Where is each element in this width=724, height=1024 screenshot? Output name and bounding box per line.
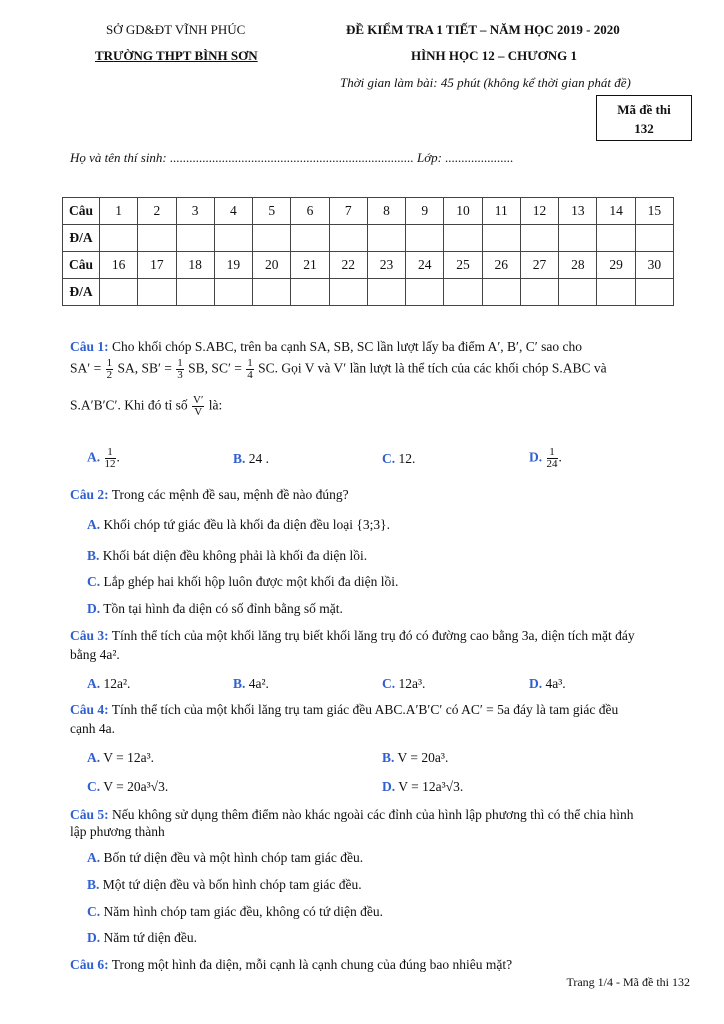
question-5-option-b[interactable]: B. Một tứ diện đều và bốn hình chóp tam giác đều.	[87, 877, 362, 892]
table-cell: 1	[100, 198, 138, 225]
question-3-option-a[interactable]: A. 12a².	[87, 676, 131, 691]
fraction: $\frac{1}{2}$	[106, 357, 113, 381]
answer-table-row-questions-2	[63, 252, 674, 279]
question-1-text-2b: SA, SB′ =	[117, 360, 172, 376]
answer-table-row-questions-1	[63, 198, 674, 225]
question-1-text-2d: SC. Gọi V và V′ lần lượt là thể tích của các khối chóp S.ABC và	[258, 360, 607, 376]
question-1-option-b[interactable]: B. 24 .	[233, 451, 270, 466]
table-cell: 13	[559, 198, 597, 225]
question-5-option-c[interactable]: C. Năm hình chóp tam giác đều, không có tứ diện đều.	[87, 904, 383, 919]
answer-cell[interactable]	[406, 279, 444, 306]
answer-cell[interactable]	[100, 225, 138, 252]
answer-cell[interactable]	[176, 279, 214, 306]
question-1-option-a[interactable]: A. $\frac{1}{12}$ .	[87, 446, 120, 470]
table-cell: 19	[214, 252, 252, 279]
table-cell: 17	[138, 252, 176, 279]
table-cell: 27	[520, 252, 558, 279]
page-footer: Trang 1/4 - Mã đề thi 132	[566, 975, 690, 989]
answer-cell[interactable]	[329, 225, 367, 252]
question-1-line-3	[70, 395, 690, 418]
table-cell: 11	[482, 198, 520, 225]
answer-cell[interactable]	[214, 225, 252, 252]
table-cell: 15	[635, 198, 673, 225]
table-cell: 3	[176, 198, 214, 225]
table-cell: 28	[559, 252, 597, 279]
answer-cell[interactable]	[559, 279, 597, 306]
answer-cell[interactable]	[482, 279, 520, 306]
answer-cell[interactable]	[253, 279, 291, 306]
answer-cell[interactable]	[406, 225, 444, 252]
exam-code-box	[596, 95, 692, 141]
answer-cell[interactable]	[367, 279, 405, 306]
answer-cell[interactable]	[214, 279, 252, 306]
answer-cell[interactable]	[253, 225, 291, 252]
question-5-option-a[interactable]: A. Bốn tứ diện đều và một hình chóp tam giác đều.	[87, 850, 364, 865]
table-cell: 2	[138, 198, 176, 225]
answer-cell[interactable]	[291, 225, 329, 252]
answer-cell[interactable]	[444, 279, 482, 306]
table-cell: 9	[406, 198, 444, 225]
fraction: $\frac{1}{3}$	[177, 357, 183, 381]
table-cell: 24	[406, 252, 444, 279]
answer-cell[interactable]	[444, 225, 482, 252]
answer-cell[interactable]	[482, 225, 520, 252]
answer-cell[interactable]	[597, 279, 635, 306]
answer-cell[interactable]	[176, 225, 214, 252]
question-4-option-b[interactable]: B. V = 20a³.	[382, 750, 449, 765]
answer-cell[interactable]	[138, 225, 176, 252]
answer-cell[interactable]	[597, 225, 635, 252]
school-name: TRƯỜNG THPT BÌNH SƠN	[95, 48, 258, 63]
table-cell: 4	[214, 198, 252, 225]
exam-time: Thời gian làm bài: 45 phút (không kể thời gian phát đề)	[340, 75, 631, 90]
table-cell: 6	[291, 198, 329, 225]
answer-cell[interactable]	[635, 225, 673, 252]
answer-cell[interactable]	[520, 279, 558, 306]
table-cell: 18	[176, 252, 214, 279]
answer-table	[62, 197, 674, 306]
question-1-option-c[interactable]: C. 12.	[382, 451, 416, 466]
table-cell: 12	[520, 198, 558, 225]
table-cell: 23	[367, 252, 405, 279]
question-4-line-2: cạnh 4a.	[70, 721, 115, 736]
question-1-label: Câu 1:	[70, 339, 109, 354]
department-name: SỞ GD&ĐT VĨNH PHÚC	[106, 22, 246, 37]
question-1-text-3b: là:	[208, 397, 223, 413]
question-6: Câu 6: Trong một hình đa diện, mỗi cạnh là cạnh chung của đúng bao nhiêu mặt?	[70, 957, 513, 972]
table-cell: 25	[444, 252, 482, 279]
answer-cell[interactable]	[138, 279, 176, 306]
answer-cell[interactable]	[520, 225, 558, 252]
exam-title: ĐỀ KIỂM TRA 1 TIẾT – NĂM HỌC 2019 - 2020	[346, 22, 620, 37]
question-1-text-2c: SB, SC′ =	[188, 360, 242, 376]
question-4-line-1: Câu 4: Tính thể tích của một khối lăng trụ tam giác đều ABC.A′B′C′ có AC′ = 5a đáy là tam giác đều	[70, 702, 619, 717]
table-header-cell: Câu	[63, 252, 100, 279]
table-cell: 29	[597, 252, 635, 279]
table-cell: 30	[635, 252, 673, 279]
question-2-option-c[interactable]: C. Lắp ghép hai khối hộp luôn được một khối đa diện lồi.	[87, 574, 399, 589]
question-2-option-b[interactable]: B. Khối bát diện đều không phải là khối đa diện lồi.	[87, 548, 368, 563]
answer-cell[interactable]	[291, 279, 329, 306]
table-cell: 14	[597, 198, 635, 225]
answer-cell[interactable]	[559, 225, 597, 252]
exam-subject: HÌNH HỌC 12 – CHƯƠNG 1	[411, 48, 577, 63]
table-cell: 16	[100, 252, 138, 279]
ratio-fraction: $\frac{V'}{V}$	[193, 394, 204, 418]
answer-cell[interactable]	[367, 225, 405, 252]
question-1-text-3a: S.A′B′C′. Khi đó tỉ số	[70, 397, 188, 413]
question-3-option-d[interactable]: D. 4a³.	[529, 676, 566, 691]
question-1-text-1: Cho khối chóp S.ABC, trên ba cạnh SA, SB, SC lần lượt lấy ba điểm A′, B′, C′ sao cho	[112, 339, 582, 354]
table-cell: 21	[291, 252, 329, 279]
table-cell: 20	[253, 252, 291, 279]
answer-cell[interactable]	[100, 279, 138, 306]
question-1-option-d[interactable]: D. $\frac{1}{24}$ .	[529, 446, 562, 470]
student-info-line: Họ và tên thí sinh: ........................................................................... Lớp: .....................	[70, 150, 514, 165]
table-cell: 10	[444, 198, 482, 225]
answer-cell[interactable]	[329, 279, 367, 306]
table-cell: 26	[482, 252, 520, 279]
question-3-line-1: Câu 3: Tính thể tích của một khối lăng trụ biết khối lăng trụ đó có đường cao bằng 3a, diện tích mặt đáy	[70, 628, 635, 643]
table-header-cell: Đ/A	[63, 279, 100, 306]
question-2-option-a[interactable]: A. Khối chóp tứ giác đều là khối đa diện đều loại {3;3}.	[87, 517, 390, 532]
exam-code-value: 132	[634, 121, 654, 136]
fraction: $\frac{1}{4}$	[247, 357, 253, 381]
table-cell: 8	[367, 198, 405, 225]
question-2-option-d[interactable]: D. Tồn tại hình đa diện có số đỉnh bằng số mặt.	[87, 601, 343, 616]
question-4-option-a[interactable]: A. V = 12a³.	[87, 750, 155, 765]
table-cell: 22	[329, 252, 367, 279]
table-cell: 5	[253, 198, 291, 225]
exam-code-label: Mã đề thi	[617, 102, 671, 117]
answer-cell[interactable]	[635, 279, 673, 306]
question-1-line-1	[70, 337, 690, 357]
question-5-option-d[interactable]: D. Năm tứ diện đều.	[87, 930, 198, 945]
question-3-line-2: bằng 4a².	[70, 647, 120, 662]
answer-table-row-answers-2	[63, 279, 674, 306]
question-5-line-2: lập phương thành	[70, 824, 165, 839]
question-3-option-b[interactable]: B. 4a².	[233, 676, 269, 691]
table-cell: 7	[329, 198, 367, 225]
question-1-line-2	[70, 358, 690, 384]
question-5-line-1: Câu 5: Nếu không sử dụng thêm điểm nào khác ngoài các đỉnh của hình lập phương thì có thể chia hình	[70, 807, 634, 822]
question-1-text-2a: SA′ =	[70, 360, 102, 376]
table-header-cell: Câu	[63, 198, 100, 225]
answer-table-row-answers-1	[63, 225, 674, 252]
question-4-option-c[interactable]: C. V = 20a³√3.	[87, 779, 169, 794]
question-4-option-d[interactable]: D. V = 12a³√3.	[382, 779, 464, 794]
question-2: Câu 2: Trong các mệnh đề sau, mệnh đề nào đúng?	[70, 487, 349, 502]
table-header-cell: Đ/A	[63, 225, 100, 252]
question-3-option-c[interactable]: C. 12a³.	[382, 676, 426, 691]
